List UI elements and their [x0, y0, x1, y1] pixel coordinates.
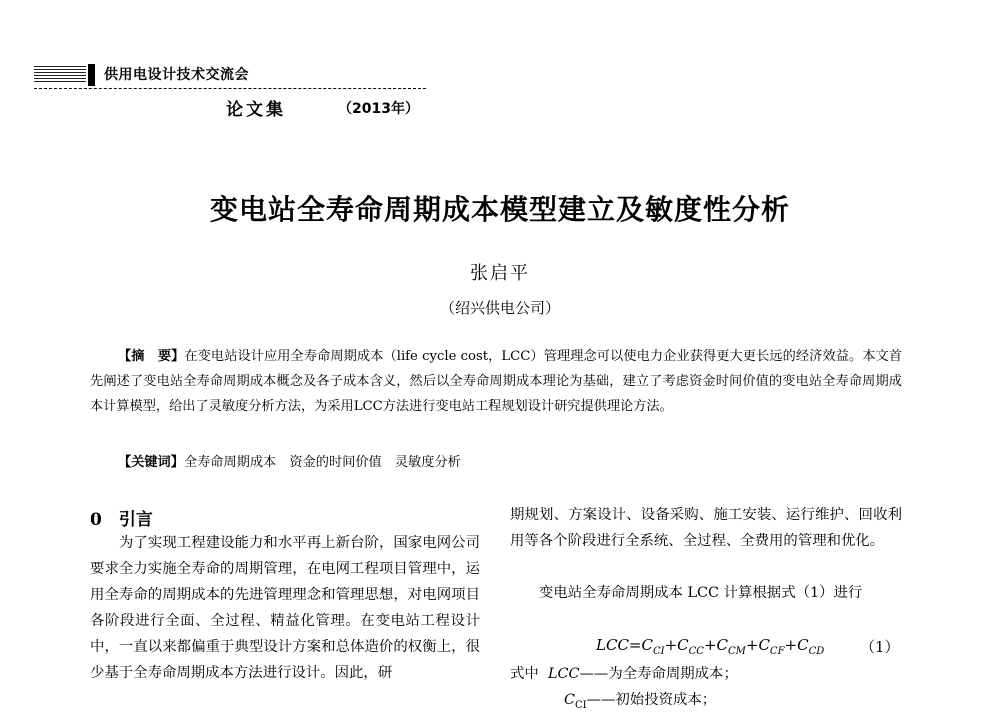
header-bar-decoration: [88, 64, 95, 86]
formula-term: +C: [703, 636, 728, 654]
def1-text: ——为全寿命周期成本；: [579, 666, 738, 682]
def2-subscript: CI: [575, 699, 587, 711]
header-divider: [34, 88, 426, 89]
paper-affiliation: （绍兴供电公司）: [439, 299, 560, 317]
proceedings-ornament-title: 论文集: [226, 100, 286, 120]
abstract-text: 在变电站设计应用全寿命周期成本（life cycle cost，LCC）管理理念可以使电力企业获得更大更长远的经济效益。本文首先阐述了变电站全寿命周期成本概念及各子成本含义，然后以全寿命周期成本理论为基础，建立了考虑资金时间价值的变电站全寿命周期成本计算模型，给出了灵敏度分析方法，为采用LCC方法进行变电站工程规划设计研究提供理论方法。: [90, 349, 903, 414]
right-column-paragraph-1: 期规划、方案设计、设备采购、施工安装、运行维护、回收利用等各个阶段进行全系统、全过程、全费用的管理和优化。: [510, 507, 902, 549]
formula-term: +C: [745, 636, 770, 654]
equation-number: （1）: [860, 638, 900, 656]
keywords: [118, 451, 461, 470]
definition-cci: [564, 688, 716, 711]
formula-subscript: CC: [688, 646, 704, 657]
right-column-paragraph-2: 变电站全寿命周期成本 LCC 计算根据式（1）进行: [539, 585, 863, 601]
paper-title: 变电站全寿命周期成本模型建立及敏度性分析: [209, 193, 790, 226]
paper-author: 张启平: [470, 263, 530, 284]
keywords-text: 全寿命周期成本 资金的时间价值 灵敏度分析: [183, 455, 461, 470]
left-column-paragraph: 为了实现工程建设能力和水平再上新台阶，国家电网公司要求全力实施全寿命的周期管理，在电网工程项目管理中，运用全寿命的周期成本的先进管理理念和管理思想，对电网项目各阶段进行全面、全过程、精益化管理。在变电站工程设计中，一直以来都偏重于典型设计方案和总体造价的权衡上，很少基于全寿命周期成本方法进行设计。因此，研: [90, 535, 480, 681]
def2-text: ——初始投资成本；: [586, 692, 717, 708]
definition-lcc: [510, 662, 738, 683]
formula-term: +C: [784, 636, 809, 654]
formula-term: C: [641, 636, 653, 654]
formula-subscript: CD: [808, 646, 825, 657]
header-stripes-decoration: [34, 66, 86, 84]
section-heading: 0 引言: [90, 510, 153, 530]
keywords-label: 【关键词】: [118, 455, 184, 470]
conference-name: 供用电设计技术交流会: [104, 67, 249, 83]
abstract: [90, 344, 902, 419]
formula-lhs: LCC=: [596, 636, 642, 654]
def1-symbol: LCC: [547, 666, 580, 682]
abstract-label: 【摘 要】: [118, 349, 185, 364]
proceedings-year: （2013年）: [338, 101, 419, 117]
def2-symbol: C: [564, 692, 576, 708]
formula-term: +C: [664, 636, 689, 654]
def-prefix: 式中: [510, 666, 539, 682]
lcc-formula: [596, 636, 824, 657]
formula-subscript: CI: [652, 646, 665, 657]
formula-subscript: CF: [769, 646, 785, 657]
formula-subscript: CM: [727, 646, 746, 657]
